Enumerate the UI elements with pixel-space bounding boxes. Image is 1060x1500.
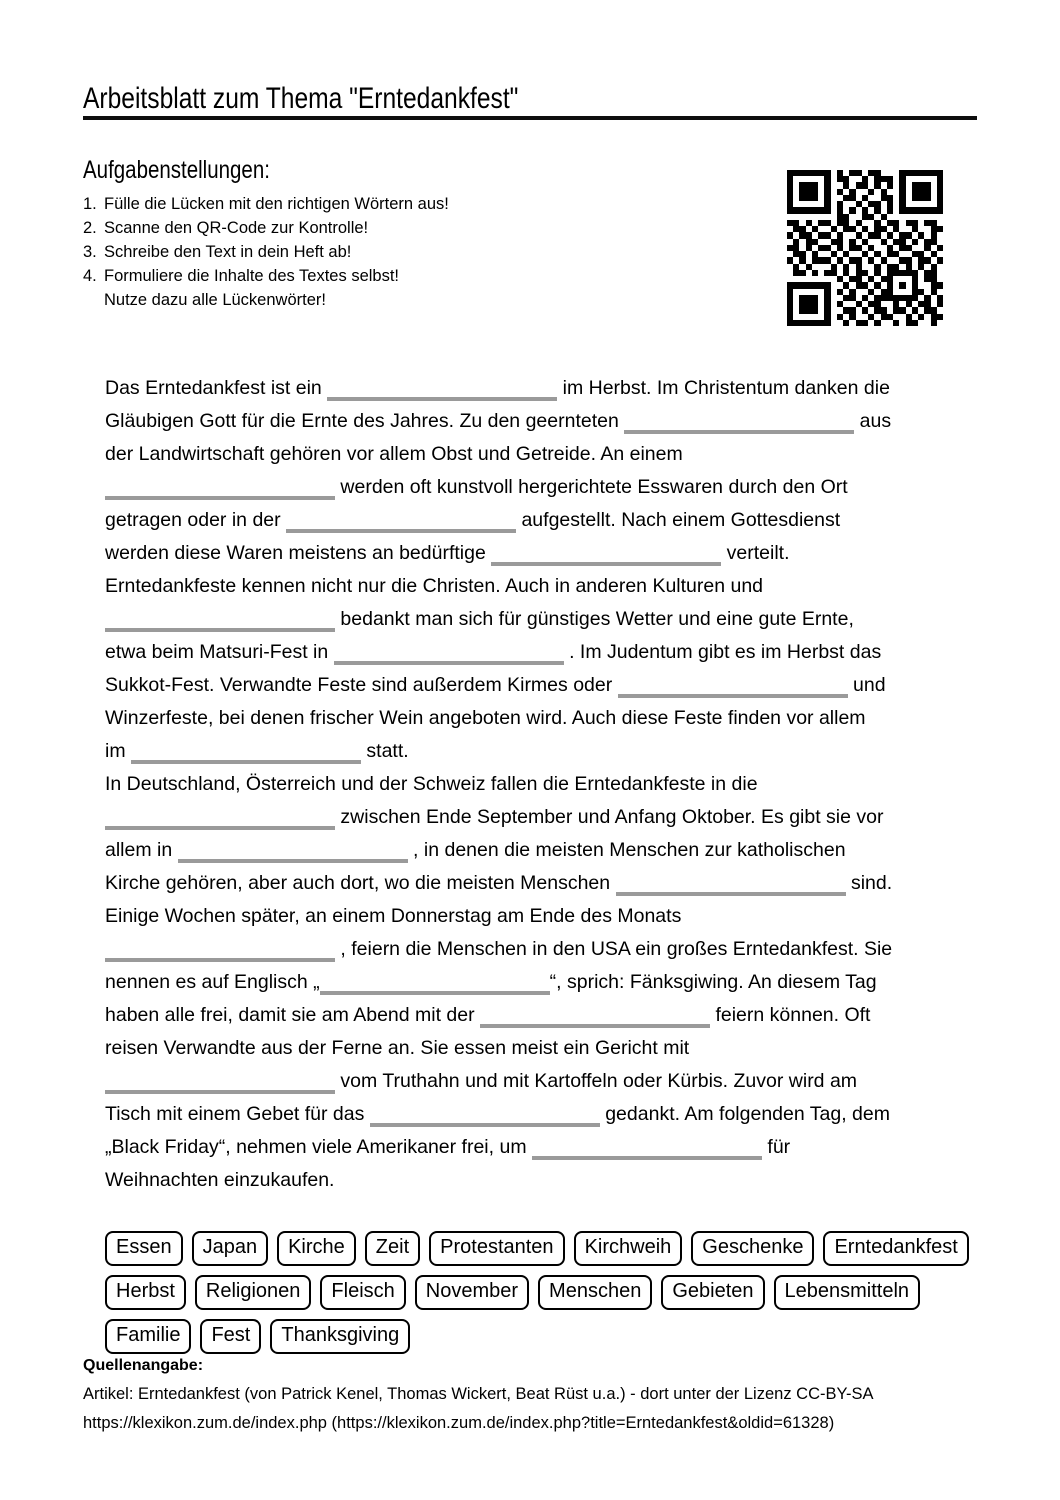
task-item [83,240,449,264]
cloze-text-segment: statt. [361,740,409,762]
task-item [83,216,449,240]
title-divider-rule [83,116,977,120]
cloze-text-segment: haben alle frei, damit sie am Abend mit der [105,1004,481,1026]
cloze-text-segment: verteilt. [721,542,790,564]
cloze-line [105,1065,892,1098]
cloze-line [105,372,892,405]
cloze-text-segment: Erntedankfeste kennen nicht nur die Christen. Auch in anderen Kulturen und [105,575,764,597]
cloze-line [105,702,892,735]
cloze-text-segment: Einige Wochen später, an einem Donnerstag am Ende des Monats [105,905,682,927]
cloze-text-segment: etwa beim Matsuri-Fest in [105,641,334,663]
cloze-blank-underline [178,851,408,863]
word-bank-chip: November [415,1275,529,1310]
cloze-line [105,570,892,603]
cloze-line [105,1131,892,1164]
cloze-blank-underline [624,422,854,434]
cloze-line [105,537,892,570]
source-heading: Quellenangabe: [83,1357,204,1374]
cloze-blank-underline [320,983,550,995]
cloze-blank-underline [131,752,361,764]
word-bank-row [105,1275,969,1310]
cloze-text-segment: für [761,1136,791,1158]
cloze-text-segment: der Landwirtschaft gehören vor allem Obst und Getreide. An einem [105,443,683,465]
cloze-text-segment: reisen Verwandte aus der Ferne an. Sie essen meist ein Gericht mit [105,1037,690,1059]
cloze-text-segment: „Black Friday“, nehmen viele Amerikaner frei, um [105,1136,532,1158]
word-bank-chip: Fest [200,1319,261,1354]
cloze-text-segment: aus [854,410,892,432]
cloze-text-segment: bedankt man sich für günstiges Wetter und eine gute Ernte, [335,608,854,630]
cloze-line [105,471,892,504]
cloze-line [105,636,892,669]
task-text: Schreibe den Text in dein Heft ab! [104,243,352,261]
cloze-blank-underline [105,620,335,632]
cloze-line [105,438,892,471]
cloze-blank-underline [327,389,557,401]
cloze-blank-underline [491,554,721,566]
cloze-blank-underline [480,1016,710,1028]
word-bank-chip: Herbst [105,1275,186,1310]
cloze-text-segment: Das Erntedankfest ist ein [105,377,328,399]
cloze-line [105,999,892,1032]
cloze-line [105,966,892,999]
word-bank-chip: Thanksgiving [270,1319,410,1354]
cloze-text-segment: feiern können. Oft [710,1004,871,1026]
cloze-line [105,1032,892,1065]
cloze-line [105,405,892,438]
cloze-line [105,834,892,867]
cloze-line [105,735,892,768]
cloze-text-segment: gedankt. Am folgenden Tag, dem [599,1103,890,1125]
cloze-text-segment: zwischen Ende September und Anfang Oktober. Es gibt sie vor [335,806,884,828]
word-bank-chip: Protestanten [429,1231,564,1266]
source-attribution: Artikel: Erntedankfest (von Patrick Kenel, Thomas Wickert, Beat Rüst u.a.) - dort unter der Lizenz CC-BY-SA [83,1385,874,1403]
cloze-text-segment: im [105,740,131,762]
cloze-blank-underline [105,950,335,962]
cloze-line [105,1098,892,1131]
cloze-blank-underline [618,686,848,698]
cloze-text-segment: . Im Judentum gibt es im Herbst das [563,641,882,663]
cloze-line [105,1164,892,1197]
tasks-heading [83,156,311,185]
cloze-text-segment: Sukkot-Fest. Verwandte Feste sind außerdem Kirmes oder [105,674,618,696]
cloze-text-segment: aufgestellt. Nach einem Gottesdienst [516,509,841,531]
task-text: Formuliere die Inhalte des Textes selbst! [104,267,400,285]
cloze-text-segment: Gläubigen Gott für die Ernte des Jahres. Zu den geernteten [105,410,625,432]
task-number [83,288,104,312]
word-bank [105,1231,969,1363]
task-number: 3. [83,243,97,261]
word-bank-row [105,1231,969,1266]
word-bank-chip: Essen [105,1231,183,1266]
cloze-blank-underline [616,884,846,896]
cloze-line [105,603,892,636]
cloze-blank-underline [105,488,335,500]
cloze-line [105,801,892,834]
task-item [83,288,449,312]
task-number: 1. [83,195,97,213]
qr-code [787,170,943,326]
cloze-text-segment: Tisch mit einem Gebet für das [105,1103,370,1125]
cloze-line [105,504,892,537]
tasks-heading-text: Aufgabenstellungen: [83,156,270,184]
cloze-blank-underline [105,1082,335,1094]
task-list [83,192,449,312]
cloze-text-segment: nennen es auf Englisch „ [105,971,320,993]
cloze-line [105,768,892,801]
cloze-text-segment: sind. [845,872,893,894]
cloze-blank-underline [370,1115,600,1127]
page-title-text: Arbeitsblatt zum Thema "Erntedankfest" [83,82,519,115]
task-item [83,264,449,288]
page-title [83,82,614,116]
task-number: 4. [83,267,97,285]
cloze-text-segment: getragen oder in der [105,509,287,531]
cloze-text-segment: im Herbst. Im Christentum danken die [557,377,890,399]
cloze-line [105,867,892,900]
word-bank-chip: Kirchweih [574,1231,683,1266]
source-section [83,1351,874,1438]
task-number: 2. [83,219,97,237]
cloze-text-segment: und [847,674,886,696]
cloze-text-segment: , feiern die Menschen in den USA ein großes Erntedankfest. Sie [335,938,893,960]
cloze-line [105,933,892,966]
cloze-text-segment: werden diese Waren meistens an bedürftige [105,542,492,564]
cloze-text-segment: In Deutschland, Österreich und der Schweiz fallen die Erntedankfeste in die [105,773,758,795]
word-bank-chip: Geschenke [691,1231,814,1266]
word-bank-chip: Lebensmitteln [774,1275,921,1310]
word-bank-chip: Kirche [277,1231,356,1266]
word-bank-chip: Menschen [538,1275,652,1310]
word-bank-row [105,1319,969,1354]
cloze-blank-underline [105,818,335,830]
task-item [83,192,449,216]
word-bank-chip: Gebieten [661,1275,764,1310]
cloze-text-segment: Kirche gehören, aber auch dort, wo die meisten Menschen [105,872,616,894]
task-text: Scanne den QR-Code zur Kontrolle! [104,219,369,237]
cloze-text-segment: werden oft kunstvoll hergerichtete Esswaren durch den Ort [335,476,848,498]
cloze-blank-underline [532,1148,762,1160]
word-bank-chip: Religionen [195,1275,312,1310]
cloze-line [105,900,892,933]
task-text: Nutze dazu alle Lückenwörter! [104,291,326,309]
cloze-blank-underline [286,521,516,533]
cloze-text-segment: , in denen die meisten Menschen zur katholischen [407,839,846,861]
word-bank-chip: Familie [105,1319,191,1354]
word-bank-chip: Erntedankfest [823,1231,968,1266]
cloze-text-segment: “, sprich: Fänksgiwing. An diesem Tag [549,971,877,993]
cloze-text-segment: vom Truthahn und mit Kartoffeln oder Kürbis. Zuvor wird am [335,1070,858,1092]
task-text: Fülle die Lücken mit den richtigen Wörtern aus! [104,195,449,213]
word-bank-chip: Zeit [365,1231,420,1266]
word-bank-chip: Japan [192,1231,269,1266]
word-bank-chip: Fleisch [320,1275,405,1310]
source-url: https://klexikon.zum.de/index.php (https://klexikon.zum.de/index.php?title=Erntedankfest&oldid=61328) [83,1414,835,1432]
cloze-text [105,372,892,1197]
cloze-text-segment: Weihnachten einzukaufen. [105,1169,335,1191]
cloze-text-segment: allem in [105,839,178,861]
qr-module-light [937,320,943,326]
cloze-text-segment: Winzerfeste, bei denen frischer Wein angeboten wird. Auch diese Feste finden vor allem [105,707,866,729]
cloze-line [105,669,892,702]
cloze-blank-underline [334,653,564,665]
